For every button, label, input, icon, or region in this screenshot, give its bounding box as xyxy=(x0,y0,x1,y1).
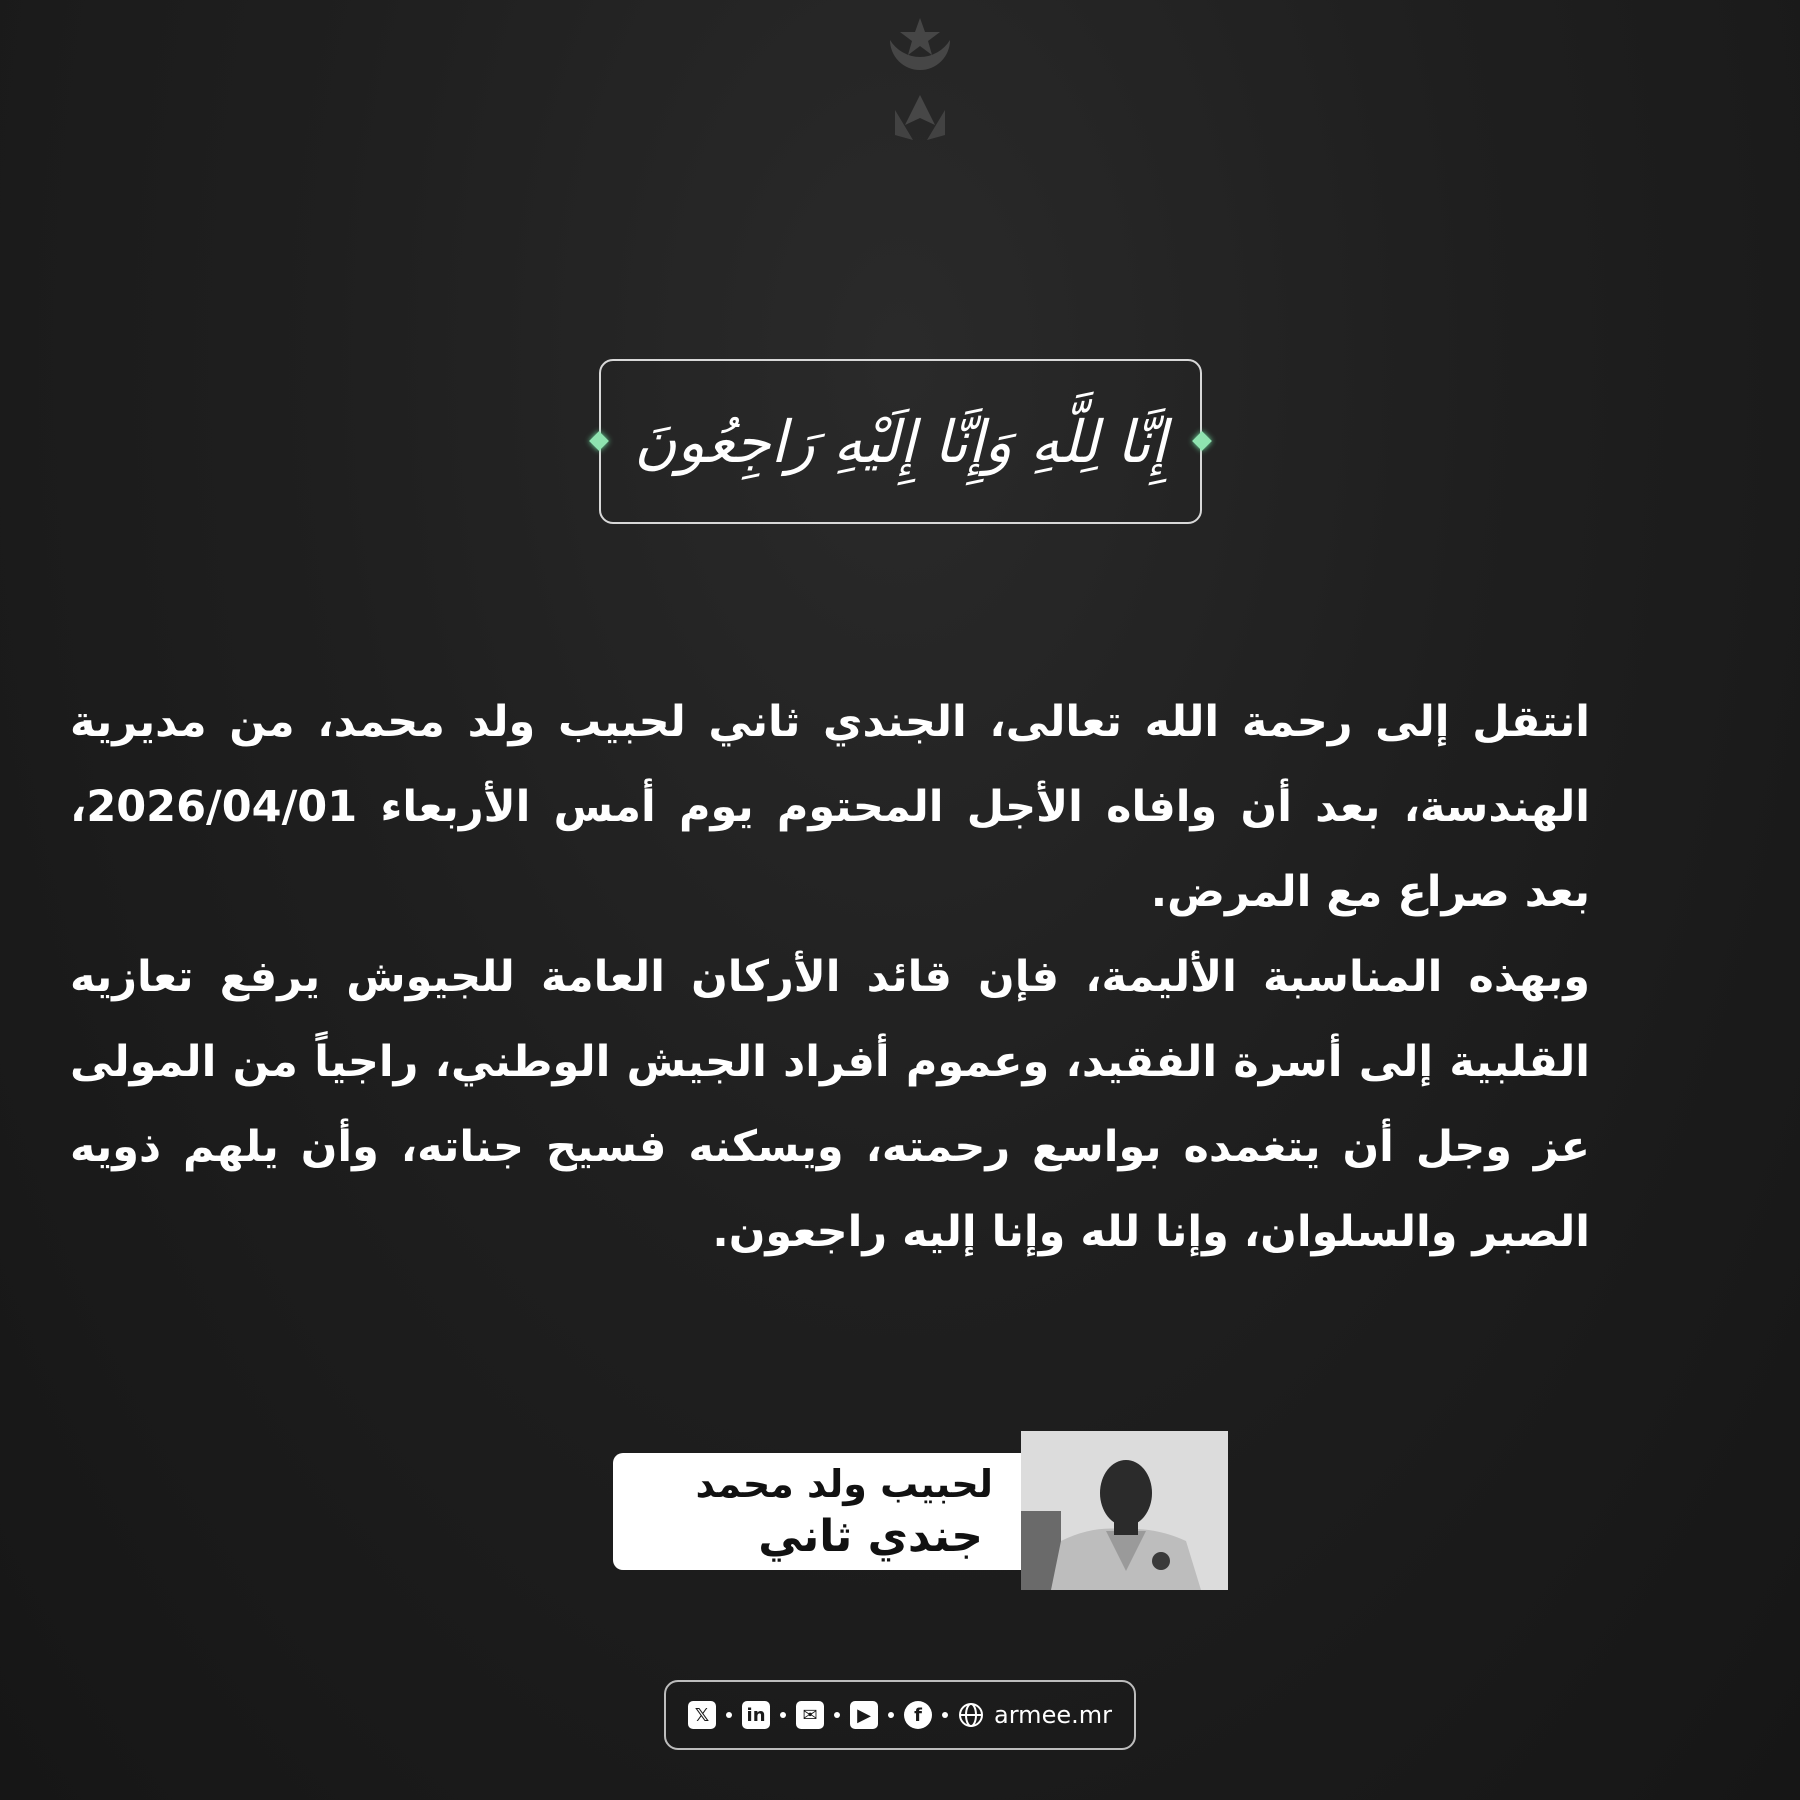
globe-icon xyxy=(958,1702,984,1728)
diamond-ornament-right xyxy=(1192,431,1212,451)
soldier-portrait-icon xyxy=(1021,1431,1228,1590)
announcement-text xyxy=(70,680,1590,1275)
x-icon[interactable]: 𝕏 xyxy=(688,1701,716,1729)
verse-banner xyxy=(599,359,1202,524)
separator-dot xyxy=(780,1712,786,1718)
soldier-photo xyxy=(1021,1431,1228,1590)
facebook-icon[interactable]: f xyxy=(904,1701,932,1729)
social-footer xyxy=(664,1680,1136,1750)
mail-icon[interactable]: ✉ xyxy=(796,1701,824,1729)
deceased-name: لحبيب ولد محمد xyxy=(695,1462,993,1506)
diamond-ornament-left xyxy=(589,431,609,451)
army-emblem-watermark xyxy=(835,0,1005,170)
deceased-name-card xyxy=(613,1453,1021,1570)
website-link[interactable]: armee.mr xyxy=(994,1701,1112,1729)
separator-dot xyxy=(726,1712,732,1718)
announcement-paragraph-1: انتقل إلى رحمة الله تعالى، الجندي ثاني لحبيب ولد محمد، من مديرية الهندسة، بعد أن وافاه الأجل المحتوم يوم أمس الأربعاء 2026/04/01، بعد صراع مع المرض. xyxy=(70,697,1590,917)
announcement-paragraph-2: وبهذه المناسبة الأليمة، فإن قائد الأركان العامة للجيوش يرفع تعازيه القلبية إلى أسرة الفقيد، وعموم أفراد الجيش الوطني، راجياً من المولى عز وجل أن يتغمده بواسع رحمته، ويسكنه فسيح جناته، وأن يلهم ذويه الصبر والسلوان، وإنا لله وإنا إليه راجعون. xyxy=(70,952,1590,1257)
youtube-icon[interactable]: ▶ xyxy=(850,1701,878,1729)
verse-calligraphy: إِنَّا لِلَّهِ وَإِنَّا إِلَيْهِ رَاجِعُونَ xyxy=(634,407,1167,476)
linkedin-icon[interactable]: in xyxy=(742,1701,770,1729)
separator-dot xyxy=(834,1712,840,1718)
separator-dot xyxy=(888,1712,894,1718)
separator-dot xyxy=(942,1712,948,1718)
deceased-rank: جندي ثاني xyxy=(758,1511,983,1562)
